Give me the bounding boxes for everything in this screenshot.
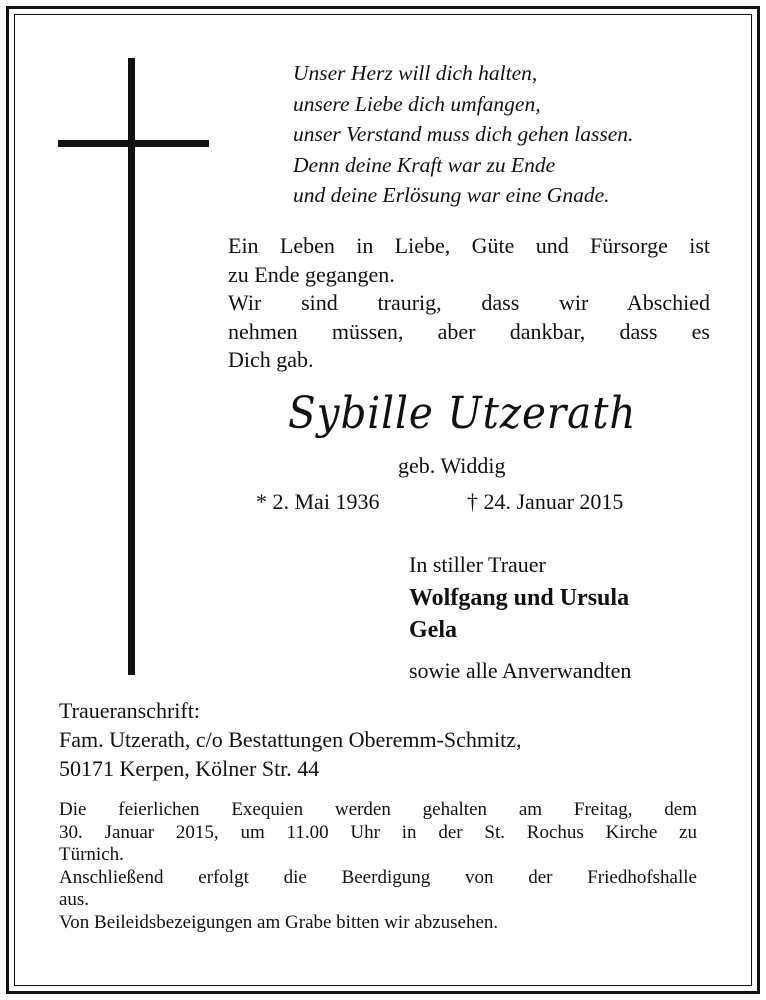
intro-line: zu Ende gegangen. [228, 261, 395, 287]
notes-line: Türnich. [59, 844, 124, 865]
intro-text [228, 232, 710, 375]
poem-line: unser Verstand muss dich gehen lassen. [293, 122, 634, 146]
birth-date: * 2. Mai 1936 [256, 489, 380, 514]
mourners-names [409, 582, 629, 646]
poem-line: Unser Herz will dich halten, [293, 61, 538, 85]
notes-line: 30. Januar 2015, um 11.00 Uhr in der St. Rochus Kirche zu [59, 821, 697, 843]
cross-horizontal-bar [58, 140, 209, 147]
birth-name: geb. Widdig [398, 453, 506, 478]
notes-line: Anschließend erfolgt die Beerdigung von der Friedhofshalle [59, 866, 697, 888]
mourners-others: sowie alle Anverwandten [409, 658, 632, 683]
mourners-intro: In stiller Trauer [409, 552, 546, 577]
intro-line: Dich gab. [228, 347, 314, 372]
mourner-name: Wolfgang und Ursula [409, 585, 630, 611]
cross-vertical-bar [128, 58, 135, 675]
mourner-name: Gela [409, 617, 457, 643]
address-line: Fam. Utzerath, c/o Bestattungen Oberemm-Schmitz, [59, 727, 522, 752]
mourning-address [59, 696, 719, 783]
intro-line: Ein Leben in Liebe, Güte und Fürsorge ist [228, 233, 710, 258]
intro-line: nehmen müssen, aber dankbar, dass es [228, 318, 710, 344]
address-label: Traueranschrift: [59, 698, 200, 723]
death-date: † 24. Januar 2015 [467, 489, 624, 514]
notes-line: Von Beileidsbezeigungen am Grabe bitten wir abzusehen. [59, 911, 499, 933]
address-line: 50171 Kerpen, Kölner Str. 44 [59, 756, 320, 781]
poem-line: unsere Liebe dich umfangen, [293, 91, 541, 116]
poem [293, 58, 723, 211]
notes-line: Die feierlichen Exequien werden gehalten am Freitag, dem [59, 799, 697, 820]
deceased-name: Sybille Utzerath [288, 388, 637, 439]
poem-line: Denn deine Kraft war zu Ende [293, 152, 556, 177]
service-notes [59, 799, 697, 934]
poem-line: und deine Erlösung war eine Gnade. [293, 183, 610, 207]
intro-line: Wir sind traurig, dass wir Abschied [228, 290, 710, 315]
notes-line: aus. [59, 889, 90, 910]
